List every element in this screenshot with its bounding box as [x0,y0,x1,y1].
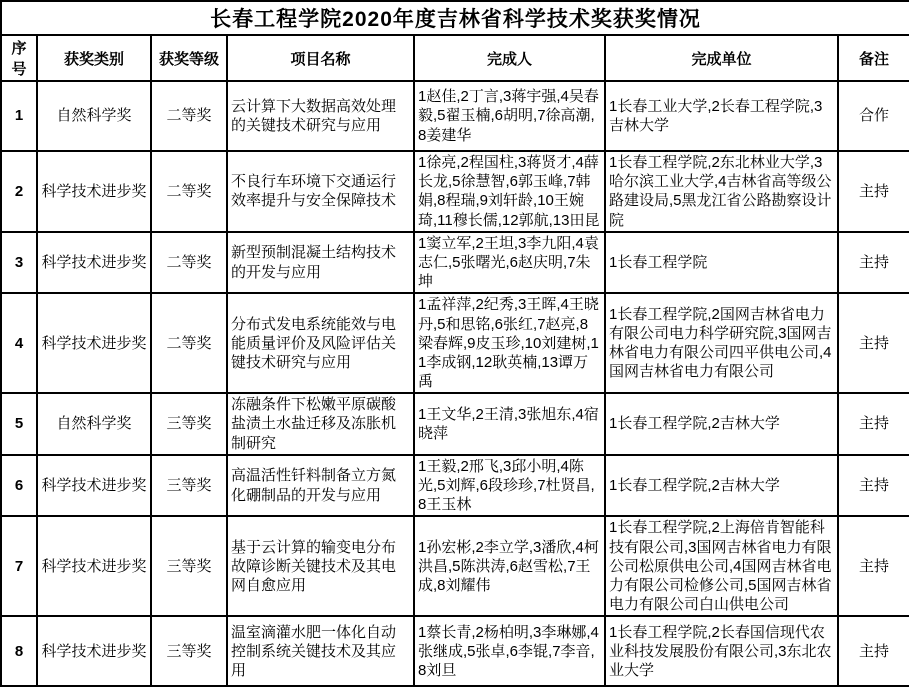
cell-project: 新型预制混凝土结构技术的开发与应用 [227,232,414,294]
column-header-seq: 序号 [1,35,37,81]
cell-project: 基于云计算的输变电分布故障诊断关键技术及其电网自愈应用 [227,516,414,616]
table-row [1,293,909,393]
cell-remark: 合作 [838,81,909,151]
cell-project: 云计算下大数据高效处理的关键技术研究与应用 [227,81,414,151]
cell-category: 科学技术进步奖 [37,516,151,616]
column-header-completers: 完成人 [414,35,605,81]
cell-seq: 3 [1,232,37,294]
cell-seq: 7 [1,516,37,616]
table-row [1,455,909,517]
cell-units: 1长春工业大学,2长春工程学院,3吉林大学 [605,81,838,151]
table-body [1,81,909,686]
cell-grade: 二等奖 [151,232,227,294]
cell-grade: 三等奖 [151,616,227,686]
cell-category: 科学技术进步奖 [37,616,151,686]
cell-seq: 1 [1,81,37,151]
cell-project: 高温活性钎料制备立方氮化硼制品的开发与应用 [227,455,414,517]
cell-units: 1长春工程学院,2国网吉林省电力有限公司电力科学研究院,3国网吉林省电力有限公司四平供电公司,4国网吉林省电力有限公司 [605,293,838,393]
cell-project: 不良行车环境下交通运行效率提升与安全保障技术 [227,151,414,232]
cell-project: 分布式发电系统能效与电能质量评价及风险评估关键技术研究与应用 [227,293,414,393]
cell-grade: 二等奖 [151,151,227,232]
cell-category: 科学技术进步奖 [37,455,151,517]
cell-seq: 5 [1,393,37,455]
cell-completers: 1赵佳,2丁言,3蒋宇强,4吴春毅,5翟玉楠,6胡明,7徐高潮,8姜建华 [414,81,605,151]
cell-remark: 主持 [838,151,909,232]
cell-remark: 主持 [838,616,909,686]
cell-completers: 1王文华,2王清,3张旭东,4宿晓萍 [414,393,605,455]
cell-project: 温室滴灌水肥一体化自动控制系统关键技术及其应用 [227,616,414,686]
cell-completers: 1窦立军,2王坦,3李九阳,4袁志仁,5张曙光,6赵庆明,7朱坤 [414,232,605,294]
cell-units: 1长春工程学院,2东北林业大学,3哈尔滨工业大学,4吉林省高等级公路建设局,5黑龙江省公路勘察设计院 [605,151,838,232]
cell-remark: 主持 [838,293,909,393]
cell-seq: 8 [1,616,37,686]
cell-units: 1长春工程学院,2长春国信现代农业科技发展股份有限公司,3东北农业大学 [605,616,838,686]
cell-category: 科学技术进步奖 [37,151,151,232]
cell-project: 冻融条件下松嫩平原碳酸盐渍土水盐迁移及冻胀机制研究 [227,393,414,455]
cell-remark: 主持 [838,393,909,455]
cell-completers: 1孙宏彬,2李立学,3潘欣,4柯洪昌,5陈洪涛,6赵雪松,7王成,8刘耀伟 [414,516,605,616]
table-row [1,232,909,294]
cell-grade: 三等奖 [151,516,227,616]
table-row [1,616,909,686]
cell-units: 1长春工程学院,2上海倍肯智能科技有限公司,3国网吉林省电力有限公司松原供电公司,4国网吉林省电力有限公司检修公司,5国网吉林省电力有限公司白山供电公司 [605,516,838,616]
cell-category: 自然科学奖 [37,393,151,455]
column-header-category: 获奖类别 [37,35,151,81]
cell-category: 科学技术进步奖 [37,293,151,393]
table-row [1,81,909,151]
cell-remark: 主持 [838,516,909,616]
cell-category: 自然科学奖 [37,81,151,151]
cell-units: 1长春工程学院,2吉林大学 [605,455,838,517]
column-header-units: 完成单位 [605,35,838,81]
cell-units: 1长春工程学院 [605,232,838,294]
table-row [1,151,909,232]
cell-category: 科学技术进步奖 [37,232,151,294]
cell-completers: 1孟祥萍,2纪秀,3王晖,4王晓丹,5和思铭,6张红,7赵亮,8梁春辉,9皮玉珍,10刘建树,11李成钢,12耿英楠,13谭万禹 [414,293,605,393]
cell-completers: 1蔡长青,2杨柏明,3李琳娜,4张继成,5张卓,6李锟,7李音,8刘旦 [414,616,605,686]
cell-seq: 4 [1,293,37,393]
cell-grade: 二等奖 [151,81,227,151]
cell-remark: 主持 [838,232,909,294]
cell-seq: 2 [1,151,37,232]
table-row [1,393,909,455]
column-header-remark: 备注 [838,35,909,81]
cell-grade: 二等奖 [151,293,227,393]
cell-units: 1长春工程学院,2吉林大学 [605,393,838,455]
page-title: 长春工程学院2020年度吉林省科学技术奖获奖情况 [1,1,909,35]
title-row [1,1,909,35]
column-header-project: 项目名称 [227,35,414,81]
cell-remark: 主持 [838,455,909,517]
cell-completers: 1王毅,2邢飞,3邱小明,4陈光,5刘辉,6段珍珍,7杜贤昌,8王玉林 [414,455,605,517]
cell-seq: 6 [1,455,37,517]
column-header-grade: 获奖等级 [151,35,227,81]
cell-grade: 三等奖 [151,455,227,517]
cell-completers: 1徐亮,2程国柱,3蒋贤才,4薛长龙,5徐慧智,6郭玉峰,7韩娟,8程瑞,9刘轩龄,10王婉琦,11穆长儒,12郭航,13田昆 [414,151,605,232]
header-row [1,35,909,81]
cell-grade: 三等奖 [151,393,227,455]
table-row [1,516,909,616]
